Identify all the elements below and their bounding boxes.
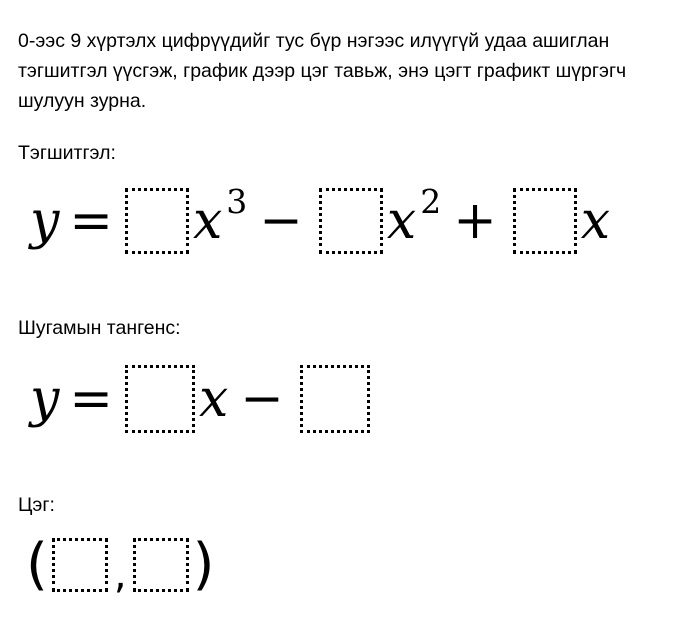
equation-x-squared: x	[386, 191, 417, 251]
equation-x-cubed: x	[192, 191, 223, 251]
equation-minus: −	[259, 191, 303, 251]
point-row	[26, 532, 215, 598]
cubic-coefficient-input[interactable]	[125, 188, 189, 254]
tangent-intercept-input[interactable]	[300, 365, 370, 433]
point-comma: ,	[113, 552, 127, 598]
tangent-equals: =	[69, 369, 113, 429]
tangent-label: Шугамын тангенс:	[18, 317, 181, 339]
instruction-text: 0-ээс 9 хүртэлх цифрүүдийг тус бүр нэгээс илүүгүй удаа ашиглан тэгшитгэл үүсгэж, график дээр цэг тавьж, энэ цэгт графикт шүргэгч шулуун зурна.	[18, 30, 627, 112]
point-label: Цэг:	[18, 494, 55, 516]
equation-row	[30, 181, 611, 254]
point-close-paren: )	[192, 532, 215, 597]
tangent-minus: −	[240, 369, 284, 429]
point-y-input[interactable]	[133, 538, 189, 592]
exponent-3: 3	[226, 181, 248, 221]
point-x-input[interactable]	[52, 538, 108, 592]
tangent-row	[30, 365, 374, 433]
quadratic-coefficient-input[interactable]	[319, 188, 383, 254]
tangent-y: y	[30, 369, 60, 429]
exponent-2: 2	[420, 181, 442, 221]
tangent-x: x	[198, 369, 229, 429]
equation-x-linear: x	[580, 191, 611, 251]
point-open-paren: (	[26, 532, 48, 597]
equation-label: Тэгшитгэл:	[18, 142, 116, 164]
equation-plus: +	[453, 191, 497, 251]
equation-equals: =	[69, 191, 113, 251]
equation-y: y	[30, 191, 60, 251]
linear-coefficient-input[interactable]	[513, 188, 577, 254]
tangent-slope-input[interactable]	[125, 365, 195, 433]
